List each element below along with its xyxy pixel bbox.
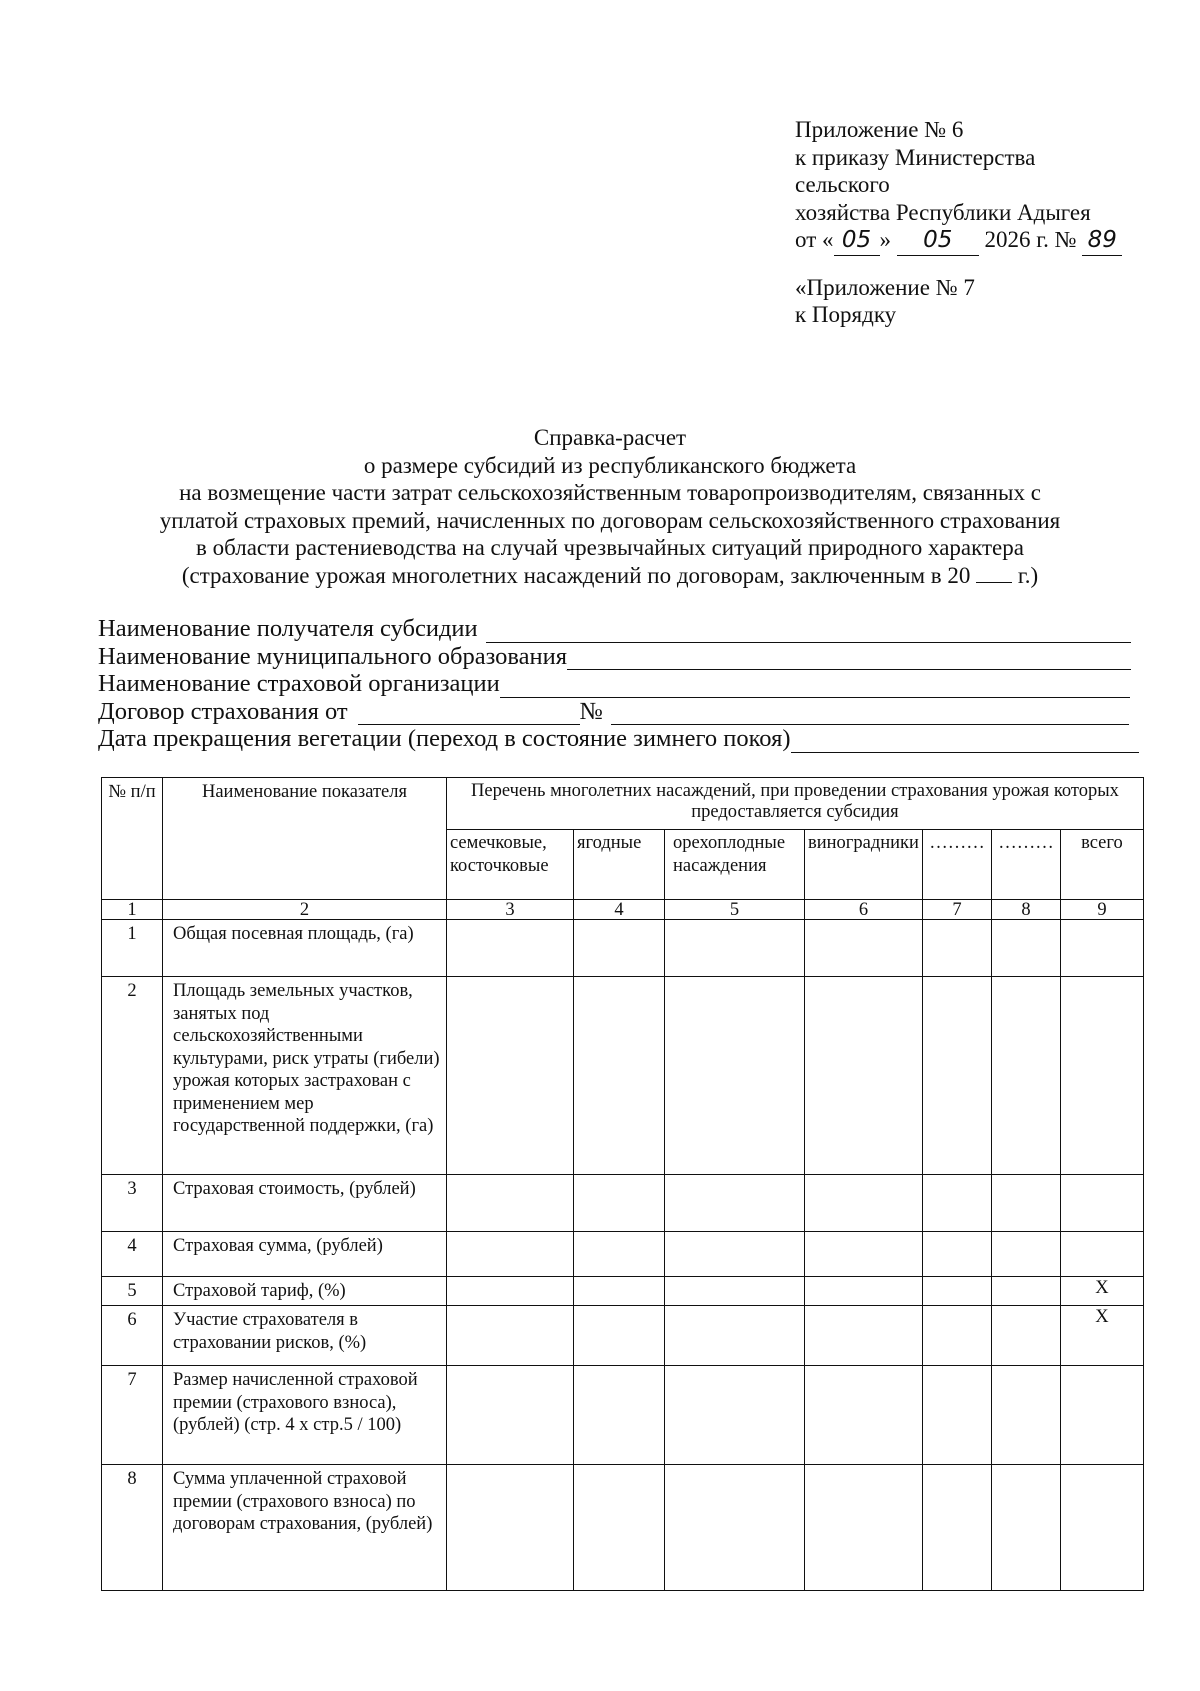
date-month: 05 — [897, 227, 979, 256]
value-cell[interactable] — [805, 1306, 923, 1366]
total-cell-crossed: X — [1060, 1277, 1143, 1306]
value-cell[interactable] — [991, 1175, 1060, 1232]
table-row — [102, 1232, 1144, 1277]
row-number: 3 — [102, 1175, 163, 1232]
municipality-field[interactable] — [567, 647, 1131, 670]
value-cell[interactable] — [574, 1175, 665, 1232]
total-cell[interactable] — [1060, 1465, 1143, 1591]
total-cell[interactable] — [1060, 977, 1143, 1175]
value-cell[interactable] — [805, 1465, 923, 1591]
value-cell[interactable] — [922, 920, 991, 977]
row-number: 2 — [102, 977, 163, 1175]
row-number: 8 — [102, 1465, 163, 1591]
value-cell[interactable] — [922, 1366, 991, 1465]
value-cell[interactable] — [805, 1232, 923, 1277]
value-cell[interactable] — [922, 1232, 991, 1277]
insurer-label: Наименование страховой организации — [98, 670, 500, 697]
total-cell[interactable] — [1060, 1366, 1143, 1465]
index-cell: 5 — [665, 900, 805, 920]
value-cell[interactable] — [922, 1277, 991, 1306]
row-number: 7 — [102, 1366, 163, 1465]
date-prefix: от « — [795, 227, 834, 252]
value-cell[interactable] — [447, 920, 574, 977]
index-cell: 1 — [102, 900, 163, 920]
insurer-row — [98, 670, 1158, 698]
recipient-row — [98, 615, 1158, 643]
col-nut: орехоплодные насаждения — [665, 830, 805, 900]
value-cell[interactable] — [665, 1306, 805, 1366]
value-cell[interactable] — [665, 1366, 805, 1465]
vegetation-row — [98, 725, 1158, 753]
municipality-row — [98, 643, 1158, 671]
insurer-field[interactable] — [500, 675, 1130, 698]
recipient-label: Наименование получателя субсидии — [98, 615, 478, 642]
total-cell[interactable] — [1060, 920, 1143, 977]
value-cell[interactable] — [991, 1366, 1060, 1465]
recipient-field[interactable] — [486, 620, 1131, 643]
ministry-region: хозяйства Республики Адыгея — [795, 199, 1091, 225]
subsidy-table — [101, 777, 1144, 1591]
row-label: Участие страхователя в страховании рисков, (%) — [163, 1306, 447, 1366]
title-line-6 — [80, 562, 1140, 590]
value-cell[interactable] — [805, 1175, 923, 1232]
row-number: 4 — [102, 1232, 163, 1277]
value-cell[interactable] — [665, 1465, 805, 1591]
appendix-header — [795, 116, 1175, 329]
index-cell: 9 — [1060, 900, 1143, 920]
ministry-line: сельского — [795, 172, 890, 197]
title-line-6b: г.) — [1017, 562, 1039, 588]
value-cell[interactable] — [447, 1306, 574, 1366]
value-cell[interactable] — [922, 1306, 991, 1366]
column-index-row — [102, 900, 1144, 920]
value-cell[interactable] — [805, 977, 923, 1175]
total-cell[interactable] — [1060, 1175, 1143, 1232]
value-cell[interactable] — [574, 1277, 665, 1306]
municipality-label: Наименование муниципального образования — [98, 642, 567, 670]
title-line-3: на возмещение части затрат сельскохозяйственным товаропроизводителям, связанных с — [179, 480, 1041, 505]
order-date-line — [795, 226, 1175, 256]
value-cell[interactable] — [665, 1277, 805, 1306]
total-cell[interactable] — [1060, 1232, 1143, 1277]
order-reference: к приказу Министерства — [795, 144, 1036, 170]
value-cell[interactable] — [665, 977, 805, 1175]
contract-label: Договор страхования от — [98, 697, 348, 725]
value-cell[interactable] — [574, 977, 665, 1175]
table-row — [102, 1306, 1144, 1366]
col-extra-2: ……… — [991, 830, 1060, 900]
row-label: Страховой тариф, (%) — [163, 1277, 447, 1306]
document-title — [80, 424, 1140, 589]
value-cell[interactable] — [922, 1465, 991, 1591]
value-cell[interactable] — [447, 1277, 574, 1306]
appendix-7: «Приложение № 7 — [795, 274, 975, 300]
vegetation-label: Дата прекращения вегетации (переход в состояние зимнего покоя) — [98, 725, 791, 752]
value-cell[interactable] — [991, 1306, 1060, 1366]
value-cell[interactable] — [805, 920, 923, 977]
total-cell-crossed: X — [1060, 1306, 1143, 1366]
row-number: 1 — [102, 920, 163, 977]
index-cell: 2 — [163, 900, 447, 920]
value-cell[interactable] — [991, 1232, 1060, 1277]
row-number: 5 — [102, 1277, 163, 1306]
col-berry: ягодные — [574, 830, 665, 900]
value-cell[interactable] — [447, 1465, 574, 1591]
row-label: Площадь земельных участков, занятых под сельскохозяйственными культурами, риск утраты (гибели) урожая которых застрахован с применением мер государственной поддержки, (га) — [163, 977, 447, 1175]
value-cell[interactable] — [991, 1465, 1060, 1591]
row-label: Страховая сумма, (рублей) — [163, 1232, 447, 1277]
col-total: всего — [1060, 830, 1143, 900]
col-vineyard: виноградники — [805, 830, 923, 900]
value-cell[interactable] — [922, 1175, 991, 1232]
index-cell: 4 — [574, 900, 665, 920]
contract-date-field[interactable] — [358, 702, 580, 725]
row-label: Размер начисленной страховой премии (страхового взноса), (рублей) (стр. 4 х стр.5 / 100) — [163, 1366, 447, 1465]
col-extra-1: ……… — [922, 830, 991, 900]
date-year: 2026 г. № — [984, 227, 1077, 252]
appendix-number: Приложение № 6 — [795, 117, 964, 142]
title-line-4: уплатой страховых премий, начисленных по договорам сельскохозяйственного страхования — [159, 507, 1061, 533]
col-number-header: № п/п — [102, 778, 163, 900]
title-line-2: о размере субсидий из республиканского бюджета — [363, 452, 857, 478]
index-cell: 6 — [805, 900, 923, 920]
row-label: Сумма уплаченной страховой премии (страхового взноса) по договорам страхования, (рублей) — [163, 1465, 447, 1591]
value-cell[interactable] — [574, 1306, 665, 1366]
value-cell[interactable] — [805, 1277, 923, 1306]
plantings-group-header: Перечень многолетних насаждений, при проведении страхования урожая которых предоставляется субсидия — [447, 778, 1144, 830]
title-line-1: Справка-расчет — [533, 425, 687, 450]
table-row — [102, 920, 1144, 977]
value-cell[interactable] — [991, 1277, 1060, 1306]
value-cell[interactable] — [991, 920, 1060, 977]
title-line-5: в области растениеводства на случай чрезвычайных ситуаций природного характера — [196, 535, 1024, 560]
date-day: 05 — [834, 227, 880, 256]
value-cell[interactable] — [805, 1366, 923, 1465]
value-cell[interactable] — [991, 977, 1060, 1175]
value-cell[interactable] — [665, 1232, 805, 1277]
order-number: 89 — [1082, 227, 1122, 256]
col-pome-stone: семечковые, косточковые — [447, 830, 574, 900]
header-row-1 — [102, 778, 1144, 830]
date-mid: » — [879, 227, 891, 252]
table-row — [102, 1277, 1144, 1306]
value-cell[interactable] — [574, 920, 665, 977]
value-cell[interactable] — [447, 977, 574, 1175]
value-cell[interactable] — [574, 1366, 665, 1465]
title-line-6a: (страхование урожая многолетних насаждений по договорам, заключенным в 20 — [181, 562, 971, 588]
value-cell[interactable] — [447, 1175, 574, 1232]
table-row — [102, 1465, 1144, 1591]
index-cell: 3 — [447, 900, 574, 920]
value-cell[interactable] — [447, 1366, 574, 1465]
contract-number-label: № — [579, 697, 604, 725]
value-cell[interactable] — [665, 1175, 805, 1232]
table-row — [102, 977, 1144, 1175]
vegetation-field[interactable] — [791, 730, 1139, 753]
value-cell[interactable] — [574, 1465, 665, 1591]
row-label: Общая посевная площадь, (га) — [163, 920, 447, 977]
contract-row — [98, 698, 1158, 726]
index-cell: 8 — [991, 900, 1060, 920]
row-number: 6 — [102, 1306, 163, 1366]
contract-number-field[interactable] — [611, 702, 1129, 725]
value-cell[interactable] — [574, 1232, 665, 1277]
value-cell[interactable] — [922, 977, 991, 1175]
form-fields — [98, 615, 1158, 753]
row-label: Страховая стоимость, (рублей) — [163, 1175, 447, 1232]
col-name-header: Наименование показателя — [163, 778, 447, 900]
index-cell: 7 — [922, 900, 991, 920]
value-cell[interactable] — [447, 1232, 574, 1277]
to-order: к Порядку — [795, 302, 897, 327]
table-row — [102, 1366, 1144, 1465]
value-cell[interactable] — [665, 920, 805, 977]
table-row — [102, 1175, 1144, 1232]
year-blank[interactable] — [976, 564, 1012, 583]
